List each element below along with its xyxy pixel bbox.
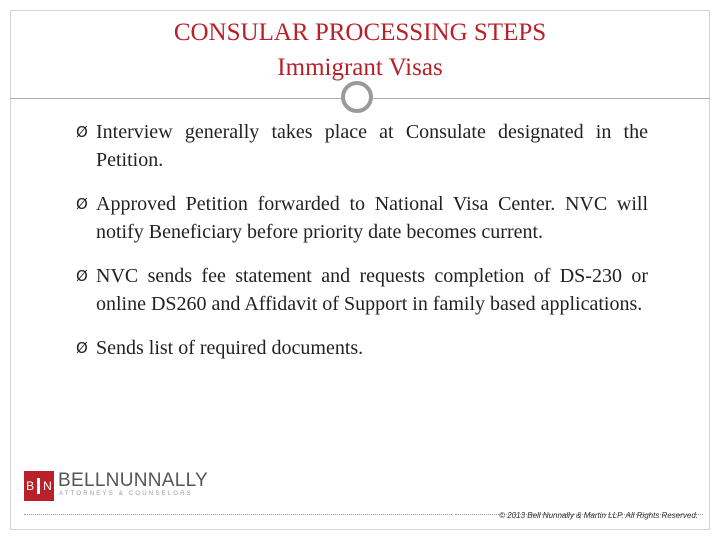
- bullet-list: [76, 118, 648, 378]
- bullet-item: [76, 262, 648, 318]
- arrow-bullet-icon: Ø: [76, 267, 88, 285]
- bullet-item: [76, 334, 648, 362]
- logo-initial-left: B: [26, 479, 35, 493]
- bullet-item: [76, 118, 648, 174]
- footer-dotted-rule: [24, 514, 452, 515]
- arrow-bullet-icon: Ø: [76, 339, 88, 357]
- logo-mark-icon: [24, 471, 54, 501]
- bullet-text: Interview generally takes place at Consulate designated in the Petition.: [96, 121, 648, 171]
- bullet-text: NVC sends fee statement and requests completion of DS-230 or online DS260 and Affidavit of Support in family based applications.: [96, 265, 648, 315]
- bullet-text: Sends list of required documents.: [96, 337, 364, 359]
- arrow-bullet-icon: Ø: [76, 123, 88, 141]
- firm-logo-tagline: ATTORNEYS & COUNSELORS: [59, 491, 193, 497]
- ring-ornament-icon: [341, 81, 373, 113]
- copyright-notice: © 2013 Bell Nunnally & Martin LLP. All Rights Reserved.: [499, 511, 698, 520]
- bullet-text: Approved Petition forwarded to National Visa Center. NVC will notify Beneficiary before priority date becomes current.: [96, 193, 648, 243]
- logo-separator: [37, 478, 40, 494]
- slide-subtitle: Immigrant Visas: [277, 54, 443, 81]
- firm-logo-name: BELLNUNNALLY: [58, 470, 209, 491]
- arrow-bullet-icon: Ø: [76, 195, 88, 213]
- slide-title: CONSULAR PROCESSING STEPS: [173, 19, 547, 46]
- bullet-item: [76, 190, 648, 246]
- logo-initial-right: N: [43, 479, 52, 493]
